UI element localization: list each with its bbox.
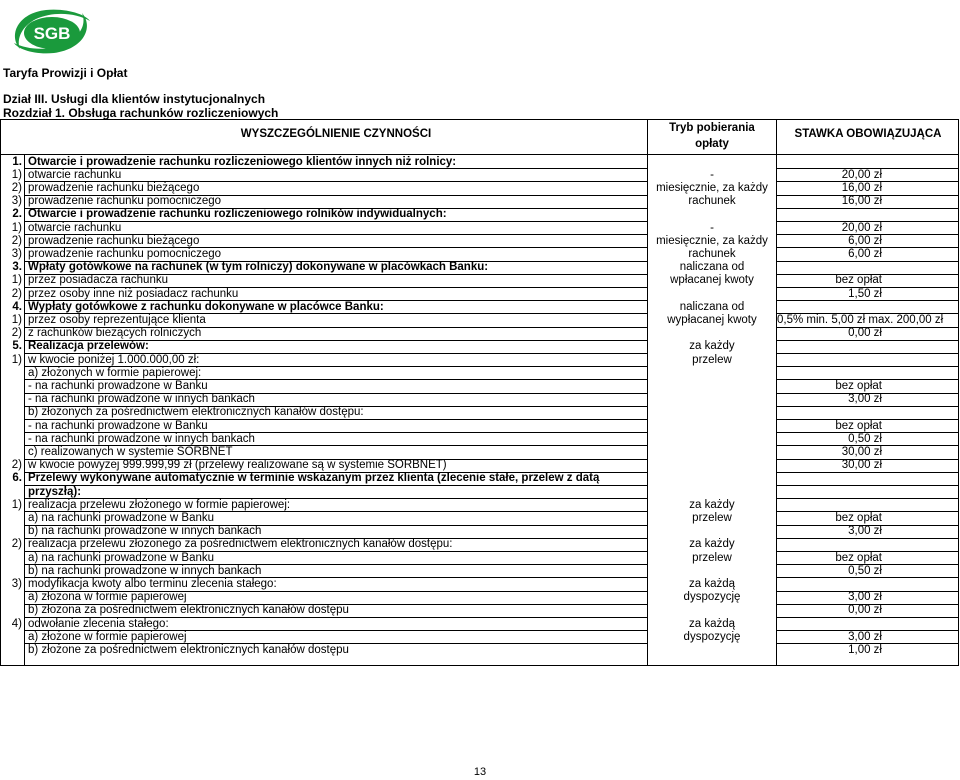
row-rate: 3,00 zł <box>848 393 882 406</box>
row-charge-mode: - <box>710 168 714 181</box>
row-number: 3. <box>12 261 22 274</box>
row-number: 2) <box>11 327 22 340</box>
row-description: b) złożone za pośrednictwem elektronicznych kanałów dostępu <box>28 643 349 656</box>
row-description: przyszłą): <box>28 485 82 498</box>
row-charge-mode: dyspozycję <box>683 591 741 604</box>
row-description: przez osoby inne niż posiadacz rachunku <box>28 287 239 300</box>
row-description: przez posiadacza rachunku <box>28 274 168 287</box>
row-charge-mode: miesięcznie, za każdy <box>656 181 768 194</box>
row-number: 1) <box>11 498 22 511</box>
row-number: 2) <box>11 287 22 300</box>
row-description: prowadzenie rachunku bieżącego <box>28 234 200 247</box>
header-mode-line1: Tryb pobierania <box>669 122 755 134</box>
row-description: prowadzenie rachunku pomocniczego <box>28 247 222 260</box>
row-charge-mode: rachunek <box>688 195 736 208</box>
row-charge-mode: przelew <box>692 511 732 524</box>
row-charge-mode: wypłacanej kwoty <box>667 313 757 326</box>
row-rate: bez opłat <box>835 379 882 392</box>
row-description: w kwocie poniżej 1.000.000,00 zł: <box>28 353 200 366</box>
row-number: 1) <box>11 168 22 181</box>
header-mode-line2: opłaty <box>695 138 729 150</box>
row-description: - na rachunki prowadzone w Banku <box>28 419 208 432</box>
row-rate: bez opłat <box>835 551 882 564</box>
header-activity: WYSZCZEGÓLNIENIE CZYNNOŚCI <box>240 128 432 140</box>
row-description: a) złożona w formie papierowej <box>28 591 187 604</box>
row-description: prowadzenie rachunku bieżącego <box>28 181 200 194</box>
row-charge-mode: za każdy <box>689 538 735 551</box>
row-charge-mode: naliczana od <box>679 261 745 274</box>
row-charge-mode: za każdą <box>688 617 736 630</box>
row-description: Przelewy wykonywane automatycznie w terminie wskazanym przez klienta (zlecenie stałe, przelew z datą <box>28 472 600 485</box>
row-charge-mode: za każdą <box>688 577 736 590</box>
row-description: - na rachunki prowadzone w innych bankach <box>28 393 255 406</box>
row-charge-mode: miesięcznie, za każdy <box>656 234 768 247</box>
row-number: 1) <box>11 313 22 326</box>
row-description: realizacja przelewu złożonego za pośrednictwem elektronicznych kanałów dostępu: <box>28 538 453 551</box>
row-description: modyfikacja kwoty albo terminu zlecenia stałego: <box>28 577 277 590</box>
row-rate: 6,00 zł <box>848 247 882 260</box>
header-rate: STAWKA OBOWIĄZUJĄCA <box>794 128 942 140</box>
row-charge-mode: za każdy <box>689 498 735 511</box>
row-rate: 16,00 zł <box>841 181 882 194</box>
row-number: 3) <box>11 577 22 590</box>
row-description: Otwarcie i prowadzenie rachunku rozliczeniowego rolników indywidualnych: <box>28 208 447 221</box>
row-description: otwarcie rachunku <box>28 221 122 234</box>
row-number: 1) <box>11 274 22 287</box>
row-rate: 0,5% min. 5,00 zł max. 200,00 zł <box>777 313 944 326</box>
row-number: 2) <box>11 538 22 551</box>
row-rate: bez opłat <box>835 419 882 432</box>
row-description: a) na rachunki prowadzone w Banku <box>28 511 215 524</box>
row-description: a) złożonych w formie papierowej: <box>28 366 202 379</box>
row-rate: 20,00 zł <box>841 168 882 181</box>
row-charge-mode: przelew <box>692 551 732 564</box>
row-description: Realizacja przelewów: <box>28 340 149 353</box>
row-number: 5. <box>12 340 22 353</box>
row-number: 2. <box>12 208 22 221</box>
row-rate: bez opłat <box>835 511 882 524</box>
row-description: a) na rachunki prowadzone w Banku <box>28 551 215 564</box>
row-number: 1. <box>12 155 22 168</box>
row-number: 6. <box>12 472 22 485</box>
chapter-title: Rozdział 1. Obsługa rachunków rozliczeniowych <box>3 106 279 120</box>
row-description: w kwocie powyżej 999.999,99 zł (przelewy realizowane są w systemie SORBNET) <box>28 459 447 472</box>
row-number: 3) <box>11 195 22 208</box>
row-description: Wpłaty gotówkowe na rachunek (w tym rolniczy) dokonywane w placówkach Banku: <box>28 261 489 274</box>
row-rate: 1,00 zł <box>848 643 882 656</box>
row-rate: 1,50 zł <box>848 287 882 300</box>
row-description: - na rachunki prowadzone w innych bankach <box>28 432 255 445</box>
row-rate: 30,00 zł <box>841 459 882 472</box>
page-number: 13 <box>473 766 487 778</box>
row-rate: 20,00 zł <box>841 221 882 234</box>
row-charge-mode: dyspozycję <box>683 630 741 643</box>
row-number: 2) <box>11 234 22 247</box>
row-charge-mode: naliczana od <box>679 300 745 313</box>
row-description: b) złożonych za pośrednictwem elektronicznych kanałów dostępu: <box>28 406 364 419</box>
row-description: - na rachunki prowadzone w Banku <box>28 379 208 392</box>
row-rate: 3,00 zł <box>848 591 882 604</box>
row-rate: 3,00 zł <box>848 630 882 643</box>
row-number: 1) <box>11 353 22 366</box>
row-description: realizacja przelewu złożonego w formie papierowej: <box>28 498 291 511</box>
document-title: Taryfa Prowizji i Opłat <box>3 66 128 80</box>
row-description: a) złożone w formie papierowej <box>28 630 187 643</box>
row-description: b) na rachunki prowadzone w innych bankach <box>28 525 262 538</box>
row-rate: 0,50 zł <box>848 432 882 445</box>
row-rate: 0,00 zł <box>848 327 882 340</box>
row-rate: 0,50 zł <box>848 564 882 577</box>
row-rate: 0,00 zł <box>848 604 882 617</box>
row-charge-mode: rachunek <box>688 247 736 260</box>
logo-text: SGB <box>33 24 71 43</box>
row-description: odwołanie zlecenia stałego: <box>28 617 169 630</box>
row-rate: 3,00 zł <box>848 525 882 538</box>
row-rate: 30,00 zł <box>841 445 882 458</box>
row-description: c) realizowanych w systemie SORBNET <box>28 445 233 458</box>
row-rate: 6,00 zł <box>848 234 882 247</box>
row-rate: 16,00 zł <box>841 195 882 208</box>
row-description: otwarcie rachunku <box>28 168 122 181</box>
row-rate: bez opłat <box>835 274 882 287</box>
row-number: 2) <box>11 459 22 472</box>
row-description: b) na rachunki prowadzone w innych bankach <box>28 564 262 577</box>
row-charge-mode: - <box>710 221 714 234</box>
row-description: prowadzenie rachunku pomocniczego <box>28 195 222 208</box>
row-description: Wypłaty gotówkowe z rachunku dokonywane w placówce Banku: <box>28 300 384 313</box>
row-description: Otwarcie i prowadzenie rachunku rozliczeniowego klientów innych niż rolnicy: <box>28 155 457 168</box>
section-title: Dział III. Usługi dla klientów instytucjonalnych <box>3 92 266 106</box>
row-charge-mode: za każdy <box>689 340 735 353</box>
row-number: 2) <box>11 181 22 194</box>
row-number: 3) <box>11 247 22 260</box>
row-description: b) złożona za pośrednictwem elektronicznych kanałów dostępu <box>28 604 349 617</box>
row-number: 4) <box>11 617 22 630</box>
row-charge-mode: przelew <box>692 353 732 366</box>
row-description: przez osoby reprezentujące klienta <box>28 313 206 326</box>
row-number: 1) <box>11 221 22 234</box>
row-charge-mode: wpłacanej kwoty <box>670 274 754 287</box>
row-number: 4. <box>12 300 22 313</box>
row-description: z rachunków bieżących rolniczych <box>28 327 202 340</box>
